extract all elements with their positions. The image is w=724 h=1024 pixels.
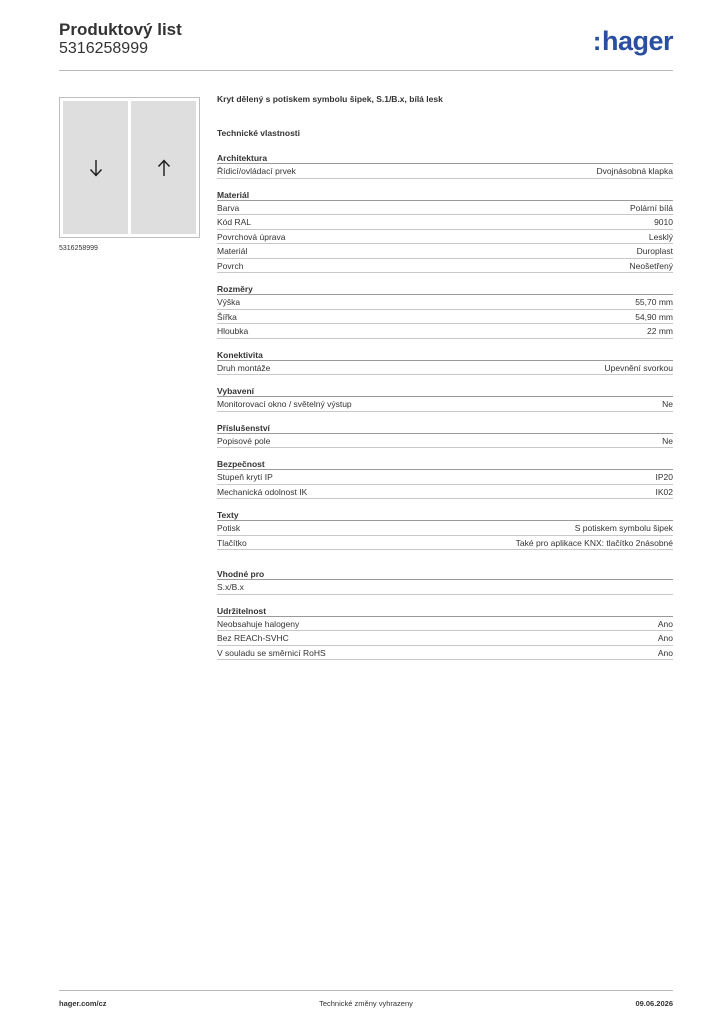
- spec-value: Ano: [657, 633, 673, 643]
- spec-label: S.x/B.x: [217, 582, 244, 592]
- spec-value: IK02: [655, 486, 673, 497]
- spec-section: [217, 422, 673, 449]
- product-code: 5316258999: [59, 40, 148, 57]
- spec-label: Monitorovací okno / světelný výstup: [217, 399, 352, 409]
- spec-sections: [217, 152, 673, 660]
- spec-label: Tlačítko: [217, 537, 247, 548]
- footer-date: 09.06.2026: [635, 999, 673, 1008]
- spec-label: Neobsahuje halogeny: [217, 618, 300, 629]
- spec-label: Kód RAL: [217, 217, 252, 227]
- spec-value: 22 mm: [647, 326, 673, 336]
- spec-row: [217, 521, 673, 536]
- spec-row: [217, 485, 673, 500]
- arrow-up-icon: [157, 159, 171, 177]
- spec-section: [217, 605, 673, 661]
- spec-value: Také pro aplikace KNX: tlačítko 2násobné: [515, 537, 673, 548]
- product-image: [59, 97, 200, 238]
- footer-website[interactable]: hager.com/cz: [59, 999, 107, 1008]
- spec-row: [217, 434, 673, 449]
- section-title: Texty: [217, 509, 673, 521]
- spec-row: [217, 164, 673, 179]
- section-title: Udržitelnost: [217, 605, 673, 617]
- spec-row: [217, 201, 673, 216]
- logo-text: hager: [601, 26, 673, 56]
- spec-value: Ano: [657, 647, 673, 658]
- spec-value: IP20: [655, 472, 673, 482]
- spec-value: 9010: [654, 217, 673, 227]
- spec-value: Neošetřený: [629, 260, 673, 271]
- spec-label: Popisové pole: [217, 435, 271, 446]
- spec-label: Bez REACh-SVHC: [217, 633, 289, 643]
- spec-section: [217, 189, 673, 274]
- spec-row: [217, 244, 673, 259]
- spec-row: [217, 295, 673, 310]
- spec-section: [217, 283, 673, 339]
- spec-label: Barva: [217, 202, 240, 213]
- spec-label: Stupeň krytí IP: [217, 472, 273, 482]
- spec-row: [217, 580, 673, 595]
- spec-value: 54,90 mm: [635, 311, 673, 322]
- spec-label: Povrchová úprava: [217, 231, 286, 242]
- spec-label: Řídicí/ovládací prvek: [217, 166, 296, 176]
- spec-row: [217, 324, 673, 339]
- tech-title: Technické vlastnosti: [217, 128, 300, 138]
- spec-value: Polární bílá: [630, 202, 673, 213]
- spec-content: [217, 94, 673, 670]
- arrow-down-icon: [89, 159, 103, 177]
- spec-value: S potiskem symbolu šipek: [574, 523, 673, 533]
- spec-label: Povrch: [217, 260, 244, 271]
- spec-label: Mechanická odolnost IK: [217, 486, 308, 497]
- section-title: Vybavení: [217, 385, 673, 397]
- spec-row: [217, 259, 673, 274]
- section-title: Rozměry: [217, 283, 673, 295]
- spec-value: Duroplast: [636, 246, 673, 256]
- spec-row: [217, 536, 673, 551]
- spec-value: Dvojnásobná klapka: [596, 166, 673, 176]
- spec-label: Potisk: [217, 523, 241, 533]
- section-title: Bezpečnost: [217, 458, 673, 470]
- image-caption: 5316258999: [59, 245, 98, 252]
- hager-logo: [593, 26, 673, 56]
- section-title: Konektivita: [217, 349, 673, 361]
- spec-row: [217, 617, 673, 632]
- section-title: Architektura: [217, 152, 673, 164]
- page-header: [59, 20, 673, 66]
- spec-label: Výška: [217, 297, 241, 307]
- spec-row: [217, 215, 673, 230]
- spec-row: [217, 310, 673, 325]
- section-title: Příslušenství: [217, 422, 673, 434]
- spec-label: V souladu se směrnicí RoHS: [217, 647, 326, 658]
- logo-colon-icon: :: [592, 26, 601, 56]
- spec-value: Ne: [662, 399, 673, 409]
- page-title: Produktový list: [59, 20, 182, 39]
- spec-label: Materiál: [217, 246, 248, 256]
- spec-label: Hloubka: [217, 326, 249, 336]
- spec-row: [217, 631, 673, 646]
- spec-value: Lesklý: [648, 231, 673, 242]
- spec-value: Upevnění svorkou: [604, 362, 673, 373]
- section-title: Materiál: [217, 189, 673, 201]
- spec-row: [217, 361, 673, 376]
- spec-section: [217, 509, 673, 550]
- spec-row: [217, 397, 673, 412]
- spec-value: Ne: [662, 435, 673, 446]
- spec-section: [217, 568, 673, 595]
- product-name: Kryt dělený s potiskem symbolu šipek, S.1/B.x, bílá lesk: [217, 94, 443, 104]
- spec-section: [217, 152, 673, 179]
- left-rocker: [63, 101, 128, 234]
- spec-value: Ano: [657, 618, 673, 629]
- spec-value: 55,70 mm: [635, 297, 673, 307]
- spec-row: [217, 470, 673, 485]
- spec-row: [217, 230, 673, 245]
- right-rocker: [131, 101, 196, 234]
- page-footer: [59, 990, 673, 1011]
- spec-section: [217, 385, 673, 412]
- spec-section: [217, 458, 673, 499]
- spec-section: [217, 349, 673, 376]
- header-divider: [59, 70, 673, 71]
- spec-label: Druh montáže: [217, 362, 271, 373]
- footer-disclaimer: Technické změny vyhrazeny: [319, 999, 413, 1008]
- section-title: Vhodné pro: [217, 568, 673, 580]
- spec-row: [217, 646, 673, 661]
- spec-label: Šířka: [217, 311, 237, 322]
